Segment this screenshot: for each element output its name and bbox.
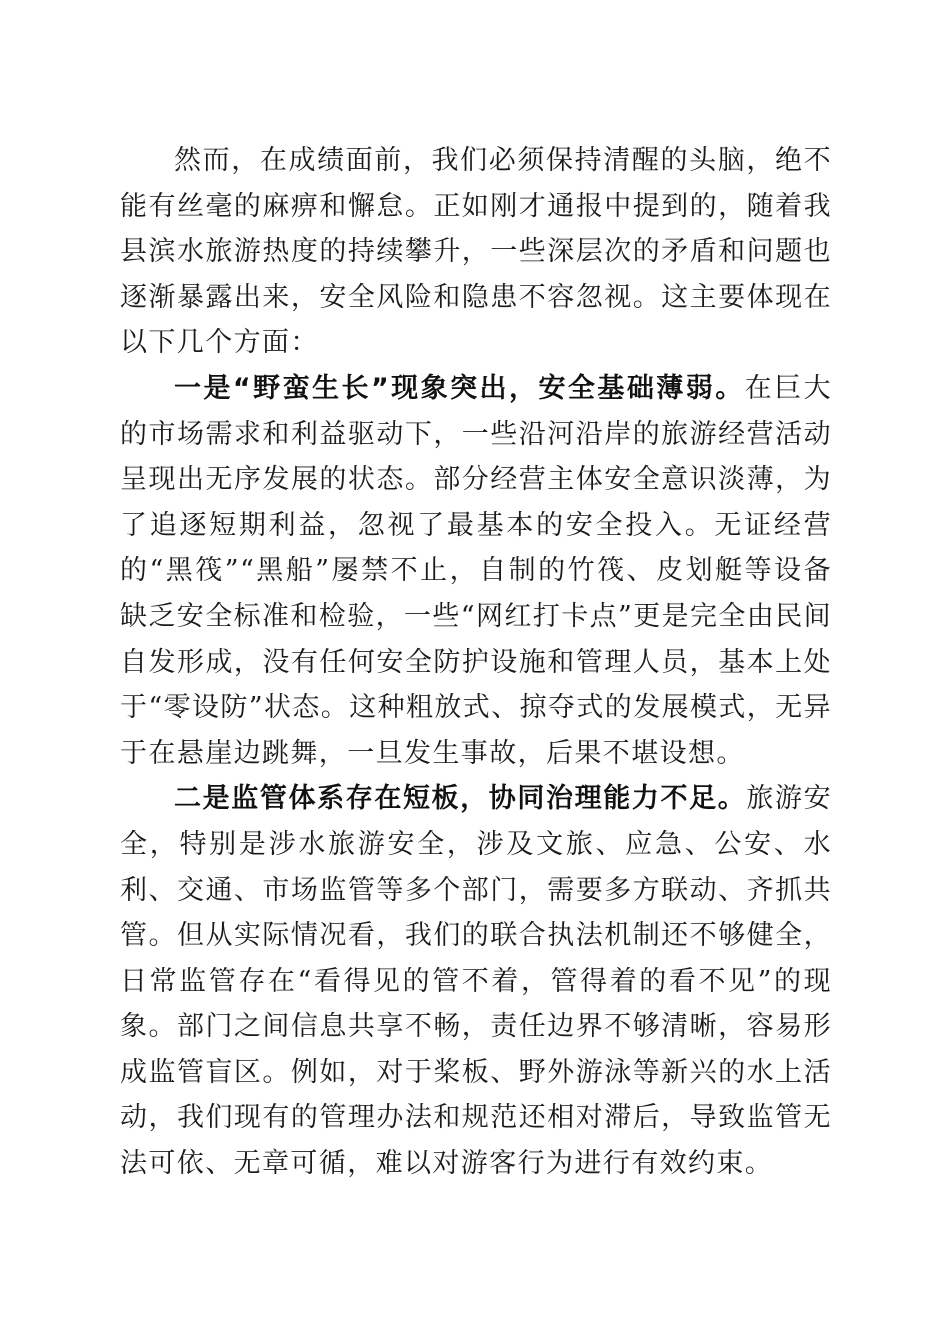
paragraph-intro (120, 138, 832, 366)
paragraph-point-one (120, 366, 832, 776)
point-two-text: 旅游安全，特别是涉水旅游安全，涉及文旅、应急、公安、水利、交通、市场监管等多个部门，需要多方联动、齐抓共管。但从实际情况看，我们的联合执法机制还不够健全，日常监管存在“看得见的管不着，管得着的看不见”的现象。部门之间信息共享不畅，责任边界不够清晰，容易形成监管盲区。例如，对于桨板、野外游泳等新兴的水上活动，我们现有的管理办法和规范还相对滞后，导致监管无法可依、无章可循，难以对游客行为进行有效约束。 (120, 783, 833, 1180)
paragraph-point-two (120, 776, 832, 1186)
point-one-text: 在巨大的市场需求和利益驱动下，一些沿河沿岸的旅游经营活动呈现出无序发展的状态。部分经营主体安全意识淡薄，为了追逐短期利益，忽视了最基本的安全投入。无证经营的“黑筏”“黑船”屡禁不止，自制的竹筏、皮划艇等设备缺乏安全标准和检验，一些“网红打卡点”更是完全由民间自发形成，没有任何安全防护设施和管理人员，基本上处于“零设防”状态。这种粗放式、掠夺式的发展模式，无异于在悬崖边跳舞，一旦发生事故，后果不堪设想。 (120, 372, 833, 769)
document-body (120, 138, 832, 1187)
point-one-heading: 一是“野蛮生长”现象突出，安全基础薄弱。 (174, 372, 745, 404)
point-two-heading: 二是监管体系存在短板，协同治理能力不足。 (174, 783, 747, 815)
paragraph-intro-text: 然而，在成绩面前，我们必须保持清醒的头脑，绝不能有丝毫的麻痹和懈怠。正如刚才通报中提到的，随着我县滨水旅游热度的持续攀升，一些深层次的矛盾和问题也逐渐暴露出来，安全风险和隐患不容忽视。这主要体现在以下几个方面： (120, 145, 832, 359)
